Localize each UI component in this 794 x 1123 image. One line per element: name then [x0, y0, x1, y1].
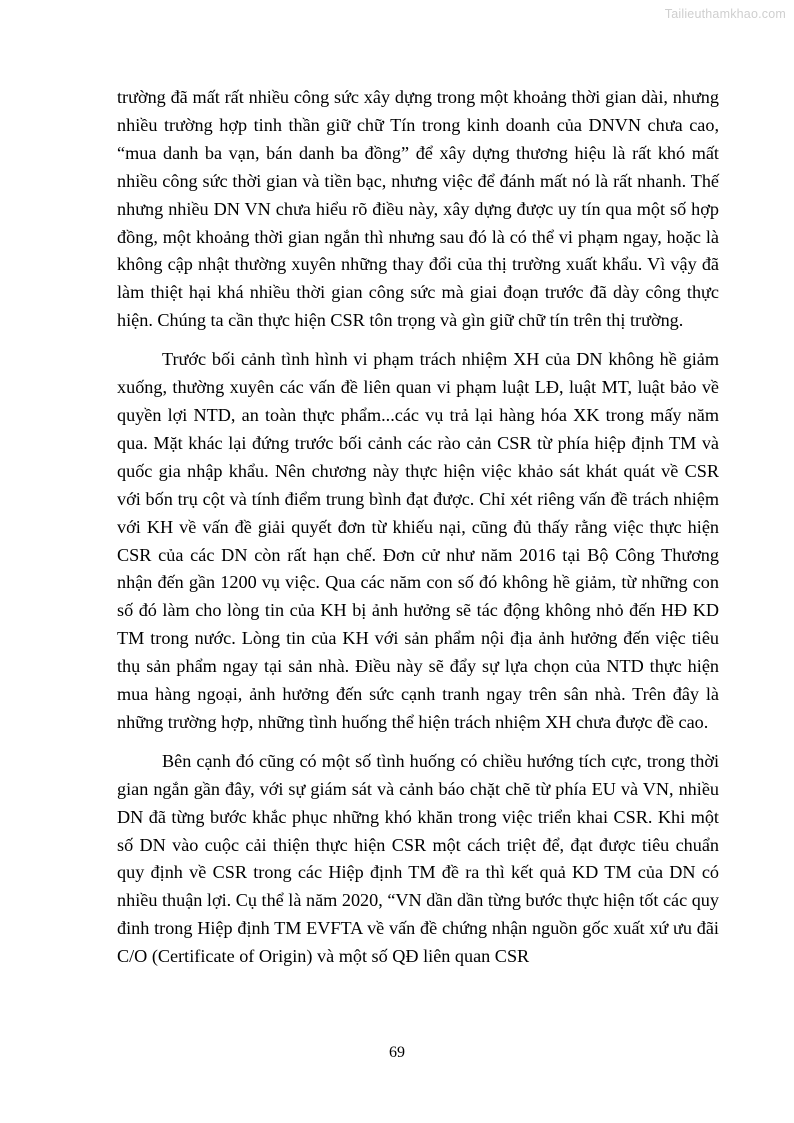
- document-body: [117, 84, 719, 971]
- paragraph-positive-cases: Bên cạnh đó cũng có một số tình huống có chiều hướng tích cực, trong thời gian ngắn gần đây, với sự giám sát và cảnh báo chặt chẽ từ phía EU và VN, nhiều DN đã từng bước khắc phục những khó khăn trong việc triển khai CSR. Khi một số DN vào cuộc cải thiện thực hiện CSR một cách triệt để, đạt được tiêu chuẩn quy định về CSR trong các Hiệp định TM đề ra thì kết quả KD TM của DN có nhiều thuận lợi. Cụ thể là năm 2020, “VN dần dần từng bước thực hiện tốt các quy đinh trong Hiệp định TM EVFTA về vấn đề chứng nhận nguồn gốc xuất xứ ưu đãi C/O (Certificate of Origin) và một số QĐ liên quan CSR: [117, 750, 719, 967]
- paragraph-continuation: trường đã mất rất nhiều công sức xây dựng trong một khoảng thời gian dài, nhưng nhiều trường hợp tinh thần giữ chữ Tín trong kinh doanh của DNVN chưa cao, “mua danh ba vạn, bán danh ba đồng” để xây dựng thương hiệu là rất khó mất nhiều công sức thời gian và tiền bạc, nhưng việc để đánh mất nó là rất nhanh. Thế nhưng nhiều DN VN chưa hiểu rõ điều này, xây dựng được uy tín qua một số hợp đồng, một khoảng thời gian ngắn thì nhưng sau đó là có thể vi phạm ngay, hoặc là không cập nhật thường xuyên những thay đổi của thị trường xuất khẩu. Vì vậy đã làm thiệt hại khá nhiều thời gian công sức mà giai đoạn trước đã dày công thực hiện. Chúng ta cần thực hiện CSR tôn trọng và gìn giữ chữ tín trên thị trường.: [117, 87, 719, 331]
- paragraph-violations-context: Trước bối cảnh tình hình vi phạm trách nhiệm XH của DN không hề giảm xuống, thường xuyên các vấn đề liên quan vi phạm luật LĐ, luật MT, luật bảo về quyền lợi NTD, an toàn thực phẩm...các vụ trả lại hàng hóa XK trong mấy năm qua. Mặt khác lại đứng trước bối cảnh các rào cản CSR từ phía hiệp định TM và quốc gia nhập khẩu. Nên chương này thực hiện việc khảo sát khát quát về CSR với bốn trụ cột và tính điểm trung bình đạt được. Chỉ xét riêng vấn đề trách nhiệm với KH về vấn đề giải quyết đơn từ khiếu nại, cũng đủ thấy rằng việc thực hiện CSR của các DN còn rất hạn chế. Đơn cử như năm 2016 tại Bộ Công Thương nhận đến gần 1200 vụ việc. Qua các năm con số đó không hề giảm, từ những con số đó làm cho lòng tin của KH bị ảnh hưởng sẽ tác động không nhỏ đến HĐ KD TM trong nước. Lòng tin của KH với sản phẩm nội địa ảnh hưởng đến việc tiêu thụ sản phẩm ngay tại sản nhà. Điều này sẽ đẩy sự lựa chọn của NTD thực hiện mua hàng ngoại, ảnh hưởng đến sức cạnh tranh ngay trên sân nhà. Trên đây là những trường hợp, những tình huống thể hiện trách nhiệm XH chưa được đề cao.: [117, 349, 719, 732]
- watermark-text: Tailieuthamkhao.com: [664, 7, 786, 21]
- page-number: 69: [389, 1044, 405, 1061]
